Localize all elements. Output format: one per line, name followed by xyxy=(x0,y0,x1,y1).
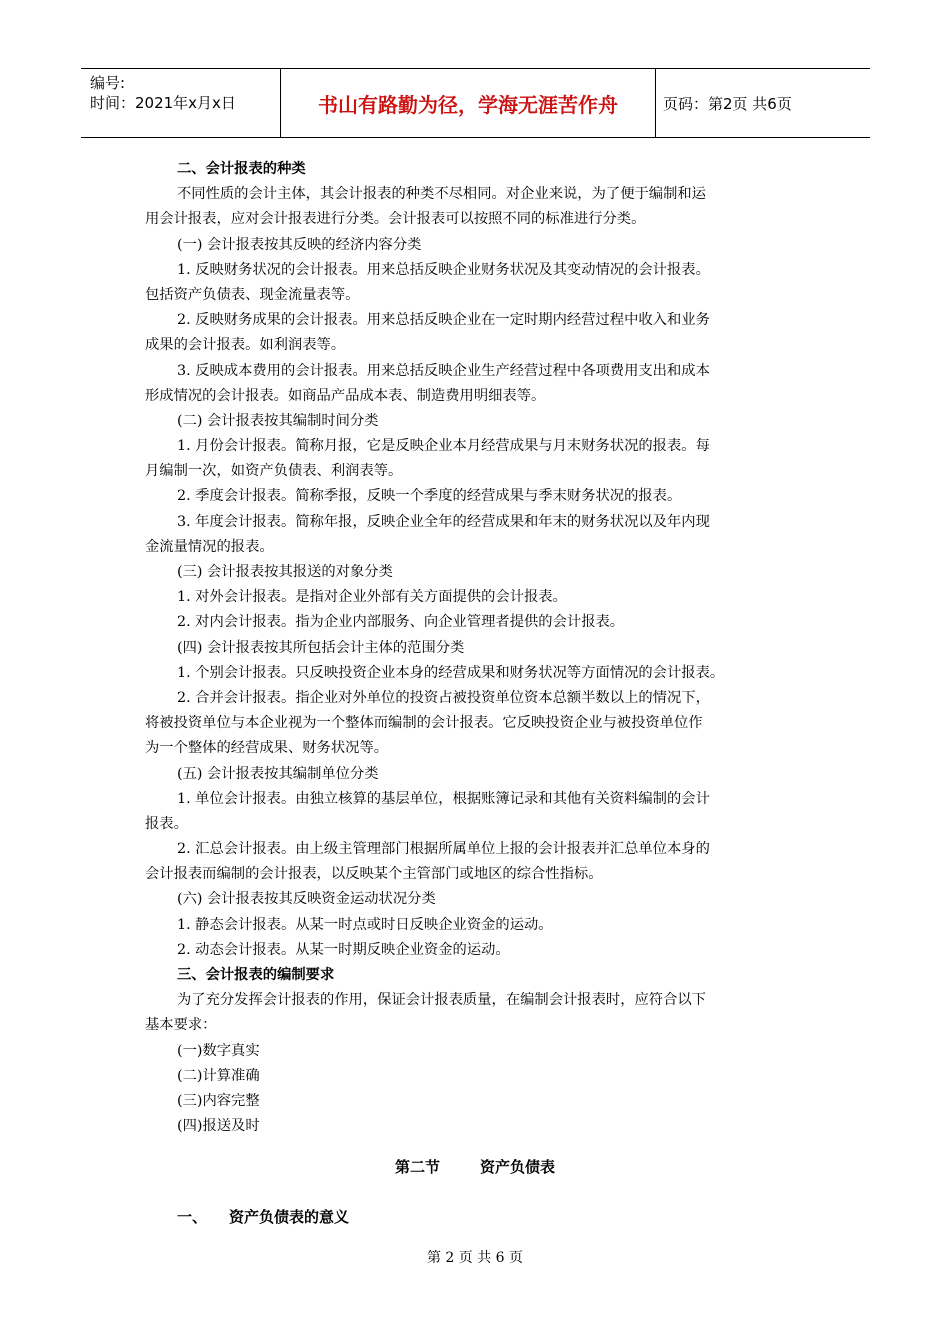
paragraph-line: 2. 反映财务成果的会计报表。用来总括反映企业在一定时期内经营过程中收入和业务 xyxy=(177,312,710,329)
subsection-number: 一、 xyxy=(177,1208,208,1226)
header-motto: 书山有路勤为径，学海无涯苦作舟 xyxy=(281,69,656,137)
category-heading: (一) 会计报表按其反映的经济内容分类 xyxy=(177,236,422,253)
header-time-label: 时间：2021年x月x日 xyxy=(90,94,236,112)
paragraph-line: 用会计报表，应对会计报表进行分类。会计报表可以按照不同的标准进行分类。 xyxy=(145,211,646,228)
paragraph-line: 为一个整体的经营成果、财务状况等。 xyxy=(145,740,389,757)
subsection-title xyxy=(177,1206,349,1227)
paragraph-line: 2. 对内会计报表。指为企业内部服务、向企业管理者提供的会计报表。 xyxy=(177,614,625,631)
paragraph-line: 会计报表而编制的会计报表，以反映某个主管部门或地区的综合性指标。 xyxy=(145,866,603,883)
header-page-info: 页码：第2页 共6页 xyxy=(663,94,792,113)
category-heading: (六) 会计报表按其反映资金运动状况分类 xyxy=(177,891,436,908)
section-number: 第二节 xyxy=(394,1158,440,1176)
paragraph-line: 1. 静态会计报表。从某一时点或时日反映企业资金的运动。 xyxy=(177,916,553,933)
paragraph-line: 将被投资单位与本企业视为一个整体而编制的会计报表。它反映投资企业与被投资单位作 xyxy=(145,715,703,732)
paragraph-line: 2. 合并会计报表。指企业对外单位的投资占被投资单位资本总额半数以上的情况下， xyxy=(177,689,710,706)
page-footer: 第 2 页 共 6 页 xyxy=(426,1250,524,1266)
requirement-item: (二)计算准确 xyxy=(177,1067,260,1084)
document-body xyxy=(145,157,813,1139)
paragraph-line: 包括资产负债表、现金流量表等。 xyxy=(145,286,360,303)
header-meta xyxy=(81,69,281,137)
requirement-item: (一)数字真实 xyxy=(177,1042,260,1059)
paragraph-line: 形成情况的会计报表。如商品产品成本表、制造费用明细表等。 xyxy=(145,387,546,404)
paragraph-line: 1. 个别会计报表。只反映投资企业本身的经营成果和财务状况等方面情况的会计报表。 xyxy=(177,664,725,681)
paragraph-line: 2. 动态会计报表。从某一时期反映企业资金的运动。 xyxy=(177,941,510,958)
paragraph-line: 2. 季度会计报表。简称季报，反映一个季度的经营成果与季末财务状况的报表。 xyxy=(177,488,682,505)
page-header xyxy=(81,68,870,138)
subsection-name: 资产负债表的意义 xyxy=(229,1208,350,1226)
paragraph-line: 不同性质的会计主体，其会计报表的种类不尽相同。对企业来说，为了便于编制和运 xyxy=(177,186,706,203)
heading-preparation-requirements: 三、会计报表的编制要求 xyxy=(177,967,335,983)
category-heading: (二) 会计报表按其编制时间分类 xyxy=(177,412,379,429)
paragraph-line: 金流量情况的报表。 xyxy=(145,538,274,555)
category-heading: (三) 会计报表按其报送的对象分类 xyxy=(177,564,393,580)
heading-report-types: 二、会计报表的种类 xyxy=(177,161,306,177)
paragraph-line: 成果的会计报表。如利润表等。 xyxy=(145,337,346,354)
requirement-item: (三)内容完整 xyxy=(177,1092,260,1109)
header-number-label: 编号: xyxy=(90,74,126,92)
category-heading: (四) 会计报表按其所包括会计主体的范围分类 xyxy=(177,639,465,656)
paragraph-line: 基本要求： xyxy=(145,1017,217,1034)
paragraph-line: 1. 月份会计报表。简称月报，它是反映企业本月经营成果与月末财务状况的报表。每 xyxy=(177,438,710,455)
section-title xyxy=(0,1156,950,1177)
paragraph-line: 1. 对外会计报表。是指对企业外部有关方面提供的会计报表。 xyxy=(177,589,567,606)
paragraph-line: 月编制一次，如资产负债表、利润表等。 xyxy=(145,463,403,480)
category-heading: (五) 会计报表按其编制单位分类 xyxy=(177,765,379,782)
paragraph-line: 3. 反映成本费用的会计报表。用来总括反映企业生产经营过程中各项费用支出和成本 xyxy=(177,362,710,379)
paragraph-line: 2. 汇总会计报表。由上级主管理部门根据所属单位上报的会计报表并汇总单位本身的 xyxy=(177,841,710,858)
section-name: 资产负债表 xyxy=(480,1158,556,1176)
paragraph-line: 1. 反映财务状况的会计报表。用来总括反映企业财务状况及其变动情况的会计报表。 xyxy=(177,261,710,278)
paragraph-line: 1. 单位会计报表。由独立核算的基层单位，根据账簿记录和其他有关资料编制的会计 xyxy=(177,790,710,807)
requirement-item: (四)报送及时 xyxy=(177,1118,260,1135)
paragraph-line: 报表。 xyxy=(145,815,188,832)
paragraph-line: 3. 年度会计报表。简称年报，反映企业全年的经营成果和年末的财务状况以及年内现 xyxy=(177,513,710,530)
paragraph-line: 为了充分发挥会计报表的作用，保证会计报表质量，在编制会计报表时，应符合以下 xyxy=(177,992,706,1009)
